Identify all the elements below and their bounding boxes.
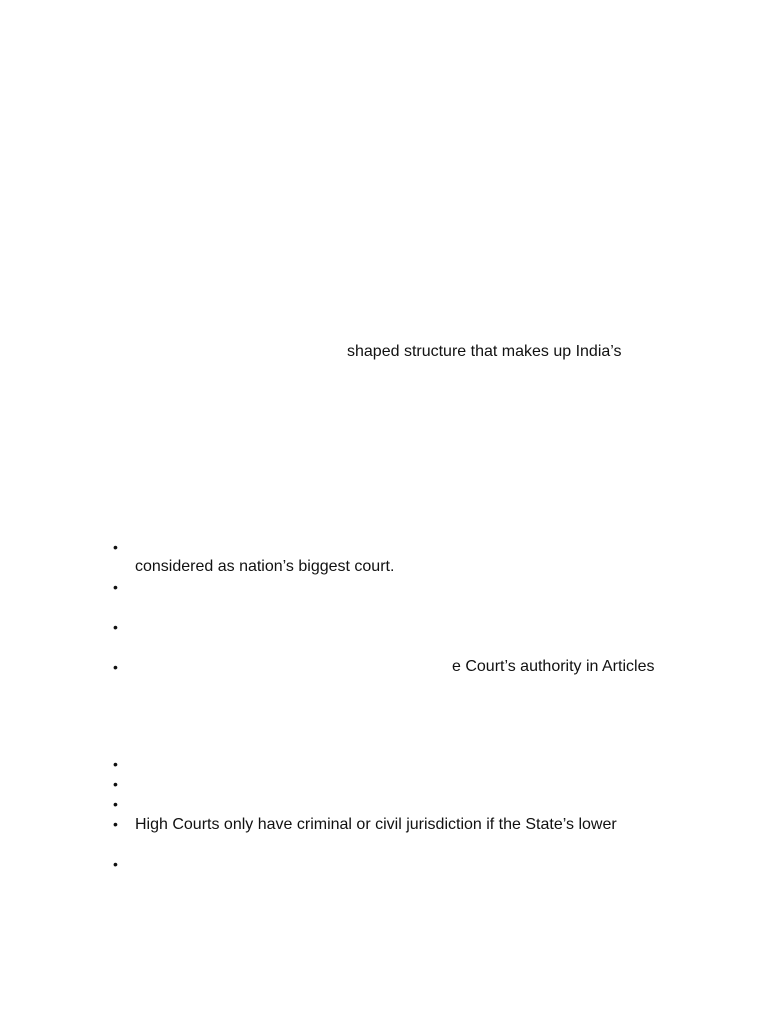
text-fragment-biggest-court: considered as nation’s biggest court. xyxy=(135,558,395,575)
list-bullet: • xyxy=(113,796,118,812)
text-fragment-shaped-structure: shaped structure that makes up India’s xyxy=(347,343,622,360)
text-fragment-high-courts: High Courts only have criminal or civil jurisdiction if the State’s lower xyxy=(135,816,617,833)
list-bullet: • xyxy=(113,776,118,792)
list-bullet: • xyxy=(113,659,118,675)
text-fragment-court-authority: e Court’s authority in Articles xyxy=(452,658,655,675)
list-bullet: • xyxy=(113,756,118,772)
list-bullet: • xyxy=(113,816,118,832)
list-bullet: • xyxy=(113,856,118,872)
list-bullet: • xyxy=(113,539,118,555)
list-bullet: • xyxy=(113,579,118,595)
list-bullet: • xyxy=(113,619,118,635)
